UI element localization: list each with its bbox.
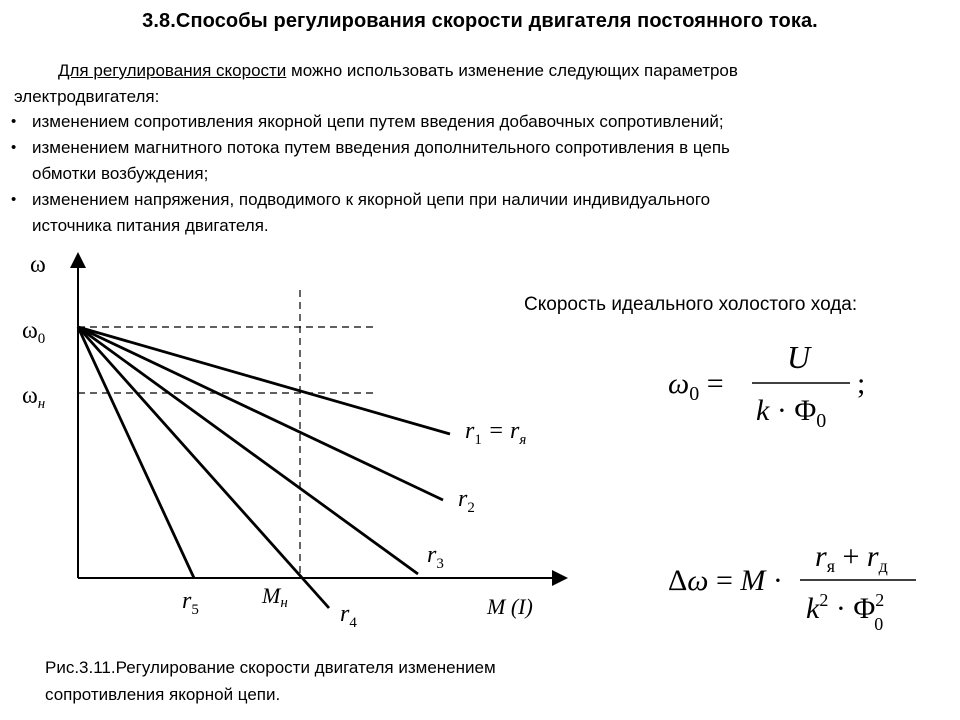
r1-label: $r_1 = r_я$: [465, 418, 527, 448]
intro-line-1: [14, 58, 934, 84]
method-item-line-2: источника питания двигателя.: [32, 216, 269, 235]
r3-label: $r_3$: [427, 542, 444, 572]
caption-line-1: Рис.3.11.Регулирование скорости двигателя изменением: [45, 658, 496, 677]
intro-line-2: электродвигателя:: [14, 87, 160, 106]
formulas: [640, 330, 940, 640]
bullet-icon: •: [11, 139, 17, 156]
method-item-line-1: изменением магнитного потока путем введения дополнительного сопротивления в цепь: [32, 138, 730, 157]
formula-speed-drop: [668, 540, 916, 634]
formula1-numerator: U: [787, 339, 811, 375]
formula1-lhs: $\omega_0$ =: [668, 367, 724, 405]
formula1-tail: ;: [857, 367, 866, 400]
formula2-lhs: Δω = M ·: [668, 564, 783, 597]
intro-underlined-text: Для регулирования скорости: [58, 61, 287, 80]
figure-caption: [45, 654, 645, 708]
formula2-numerator: $r_я + r_д$: [815, 540, 888, 576]
r5-label: $r_5$: [182, 588, 199, 618]
formula1-denominator: $k \cdot \Phi_0$: [756, 394, 827, 432]
slide-title: 3.8.Способы регулирования скорости двигателя постоянного тока.: [142, 10, 818, 32]
line-r4: [78, 327, 329, 608]
r4-label: $r_4$: [340, 601, 357, 631]
intro-rest-text: можно использовать изменение следующих параметров: [286, 61, 738, 80]
line-r5: [78, 327, 194, 578]
bullet-icon: •: [11, 191, 17, 208]
line-r3: [78, 327, 418, 574]
method-item: [8, 135, 928, 187]
intro-paragraph: [14, 58, 934, 110]
formula-ideal-speed: [668, 339, 865, 432]
line-r1: [78, 327, 450, 434]
caption-line-2: сопротивления якорной цепи.: [45, 685, 281, 704]
y-axis-label: ω: [30, 252, 46, 278]
x-axis-label: M (I): [487, 594, 533, 619]
ideal-speed-label: Скорость идеального холостого хода:: [524, 294, 858, 315]
m-n-label: Mн: [262, 583, 288, 611]
omega0-label: $\omega_0$: [22, 318, 46, 347]
method-item-line-1: изменением сопротивления якорной цепи путем введения добавочных сопротивлений;: [32, 112, 724, 131]
method-list: [8, 109, 928, 239]
r2-label: $r_2$: [458, 486, 475, 516]
bullet-icon: •: [11, 113, 17, 130]
speed-torque-diagram: [0, 240, 600, 640]
method-item-line-2: обмотки возбуждения;: [32, 164, 209, 183]
formula2-denominator: $k^2 \cdot \Phi^2$ 0: [806, 590, 885, 634]
method-item: [8, 187, 928, 239]
omega-n-label: $\omega_н$: [22, 383, 46, 412]
method-item-line-1: изменением напряжения, подводимого к якорной цепи при наличии индивидуального: [32, 190, 711, 209]
method-item: [8, 109, 928, 135]
line-r2: [78, 327, 443, 500]
